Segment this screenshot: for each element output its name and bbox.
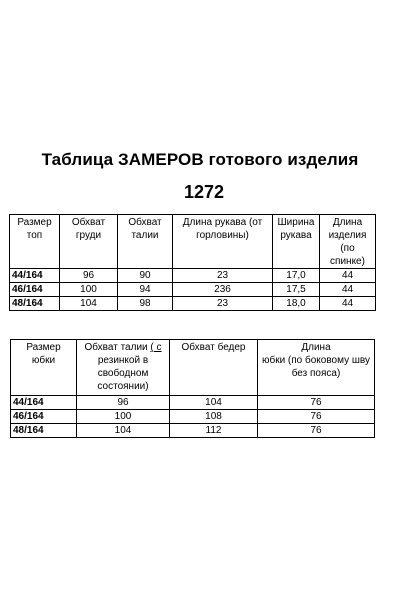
length-cell: 44 [320,269,376,283]
hips-cell: 112 [170,424,258,438]
header-hips: Обхват бедер [170,340,258,396]
chest-cell: 100 [60,283,118,297]
waist-cell: 104 [77,424,170,438]
header-size-top: Размер топ [10,215,60,269]
sleeve-width-cell: 17,5 [273,283,320,297]
table-row [11,410,375,424]
length-cell: 76 [258,410,375,424]
waist-cell: 100 [77,410,170,424]
header-skirt-length: Длина юбки (по боковому шву без пояса) [258,340,375,396]
table-header-row [11,340,375,396]
size-cell: 48/164 [10,297,60,311]
sleeve-width-cell: 18,0 [273,297,320,311]
waist-cell: 96 [77,396,170,410]
hips-cell: 104 [170,396,258,410]
waist-cell: 90 [118,269,173,283]
header-garment-length: Длина изделия (по спинке) [320,215,376,269]
table-row [10,297,376,311]
size-cell: 44/164 [10,269,60,283]
length-cell: 44 [320,297,376,311]
header-skirt-waist: Обхват талии ( с резинкой в свободном состоянии) [77,340,170,396]
table-row [10,269,376,283]
size-cell: 46/164 [11,410,77,424]
header-sleeve-width: Ширина рукава [273,215,320,269]
chest-cell: 104 [60,297,118,311]
sleeve-cell: 236 [173,283,273,297]
length-cell: 76 [258,396,375,410]
waist-cell: 98 [118,297,173,311]
length-cell: 44 [320,283,376,297]
sleeve-width-cell: 17,0 [273,269,320,283]
document-title: Таблица ЗАМЕРОВ готового изделия [41,150,359,169]
size-cell: 48/164 [11,424,77,438]
sleeve-cell: 23 [173,297,273,311]
length-cell: 76 [258,424,375,438]
header-waist: Обхват талии [118,215,173,269]
header-size-skirt: Размер юбки [11,340,77,396]
model-number: 1272 [184,182,225,202]
table-row [11,396,375,410]
table-header-row [10,215,376,269]
waist-cell: 94 [118,283,173,297]
top-measurements-table [9,214,376,311]
header-sleeve-length: Длина рукава (от горловины) [173,215,273,269]
size-cell: 46/164 [10,283,60,297]
hips-cell: 108 [170,410,258,424]
size-cell: 44/164 [11,396,77,410]
skirt-measurements-table [10,339,375,438]
chest-cell: 96 [60,269,118,283]
table-row [11,424,375,438]
header-chest: Обхват груди [60,215,118,269]
sleeve-cell: 23 [173,269,273,283]
table-row [10,283,376,297]
